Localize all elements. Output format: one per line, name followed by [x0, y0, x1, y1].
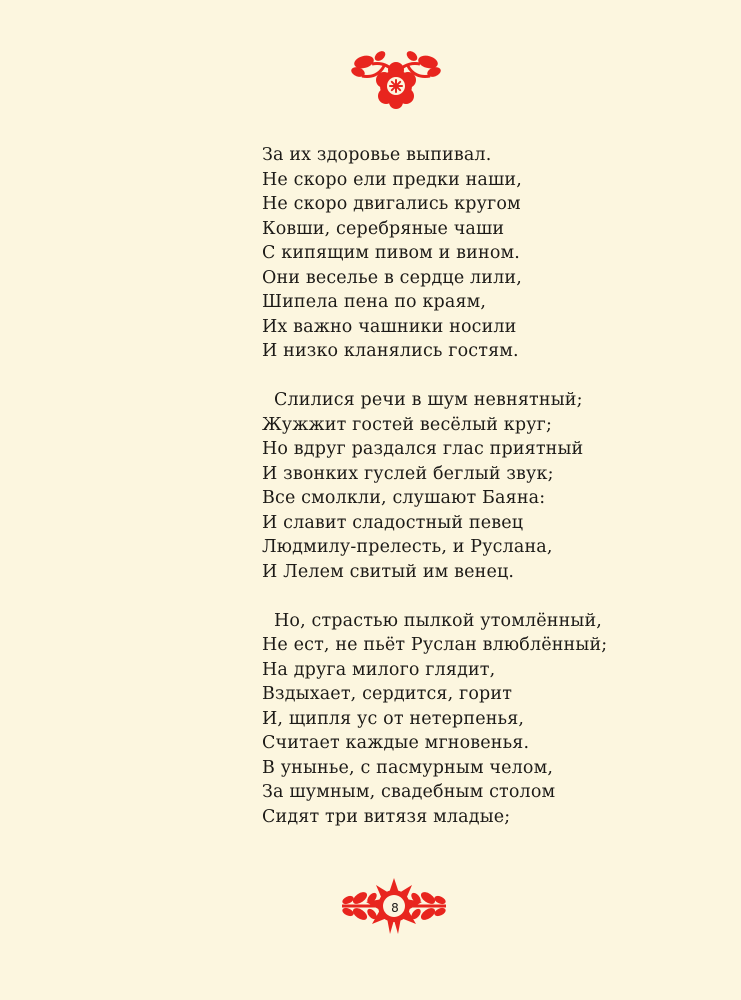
poem-line: Ковши, серебряные чаши [262, 218, 505, 239]
poem-line: Сидят три витязя младые; [262, 806, 511, 827]
poem-line: Вздыхает, сердится, горит [262, 684, 513, 704]
page-number: 8 [391, 901, 399, 915]
stanza-1 [262, 143, 702, 364]
poem-line: Считает каждые мгновенья. [262, 733, 530, 753]
poem-line: И звонких гуслей беглый звук; [262, 463, 554, 484]
poem-line: Людмилу-прелесть, и Руслана, [262, 537, 553, 557]
poem-line: Но, страстью пылкой утомлённый, [274, 610, 602, 631]
stanza-2 [262, 388, 702, 584]
poem-line: Шипела пена по краям, [262, 292, 487, 312]
poem-body [262, 143, 702, 854]
poem-line: Их важно чашники носили [262, 316, 517, 337]
poem-line: С кипящим пивом и вином. [262, 243, 520, 263]
poem-line: И славит сладостный певец [262, 512, 524, 533]
poem-line: За шумным, свадебным столом [262, 782, 556, 802]
poem-line: За их здоровье выпивал. [262, 145, 492, 165]
poem-line: И, щипля ус от нетерпенья, [262, 708, 525, 729]
poem-line: Не ест, не пьёт Руслан влюблённый; [262, 635, 608, 655]
poem-line: В унынье, с пасмурным челом, [262, 757, 554, 778]
poem-line: Но вдруг раздался глас приятный [262, 439, 584, 459]
poem-line: Не скоро ели предки наши, [262, 169, 522, 190]
poem-line: Они веселье в сердце лили, [262, 267, 522, 288]
poem-line: И Лелем свитый им венец. [262, 561, 515, 582]
stanza-3 [262, 609, 702, 830]
poem-line: И низко кланялись гостям. [262, 341, 519, 361]
floral-ornament-icon [350, 44, 442, 114]
poem-line: На друга милого глядит, [262, 659, 496, 680]
poem-line: Слилися речи в шум невнятный; [274, 390, 583, 410]
poem-line: Жужжит гостей весёлый круг; [262, 414, 553, 435]
poem-line: Не скоро двигались кругом [262, 194, 521, 214]
poem-line: Все смолкли, слушают Баяна: [262, 488, 546, 508]
